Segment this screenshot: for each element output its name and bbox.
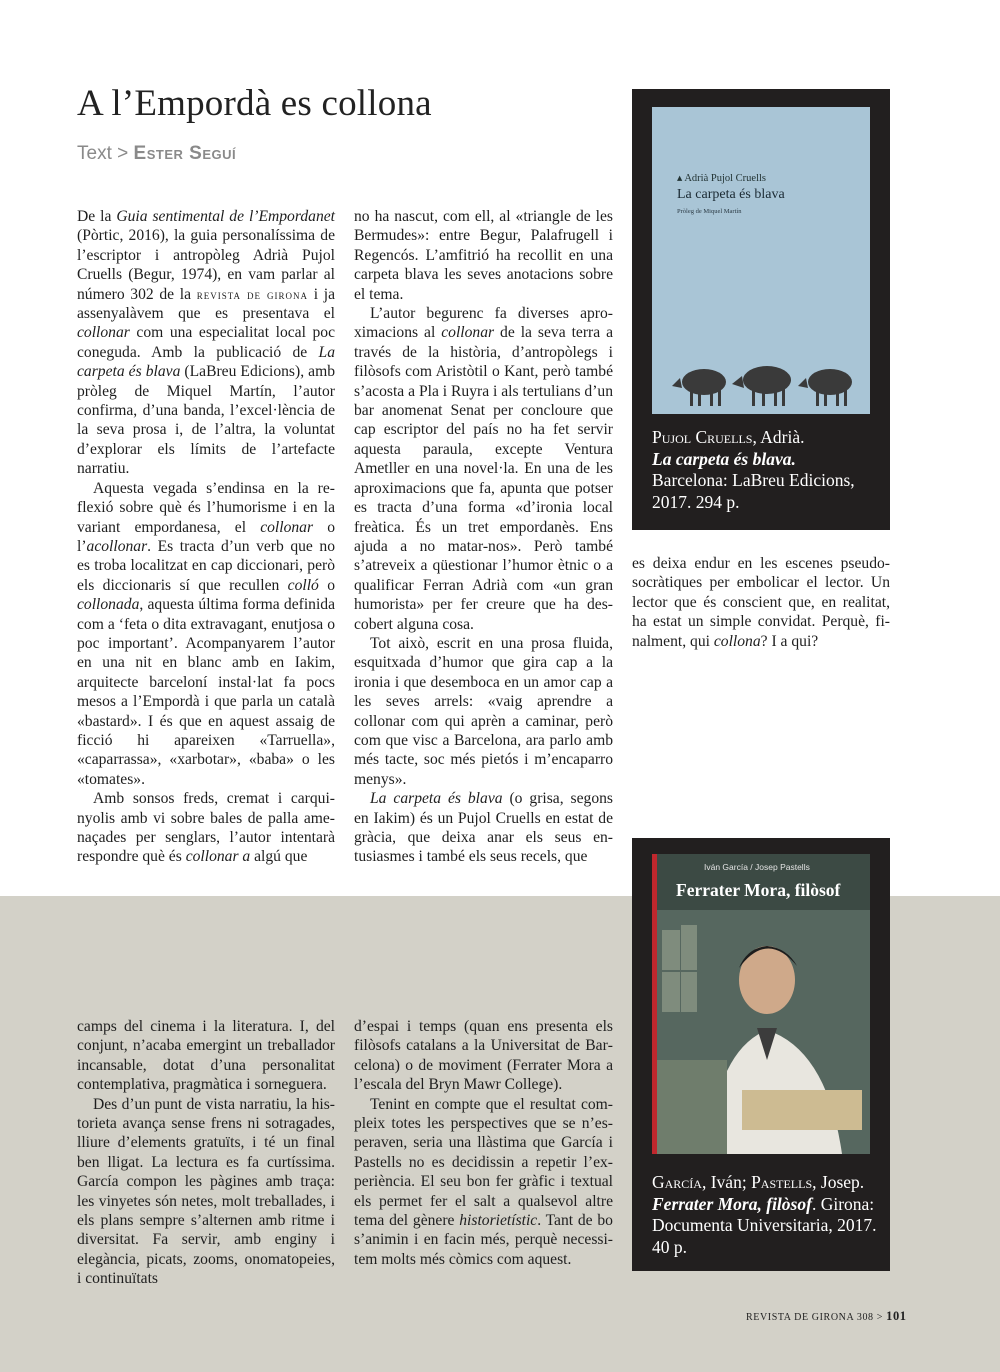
caption-author-2: Pastells: [751, 1172, 813, 1192]
text-run: i ja assenyalàvem que es presentava el: [77, 285, 336, 323]
text-run: Tot això, escrit en una prosa fluida, esquitxada d’humor que gira cap a la ironia i que desemboca en un amor cap a les seves arrels: «vaig aprendre a collonar com qui aprèn a caminar, però com que visc a Barcelona, ara parlo amb més tacte, soc més pietós i m’encaparro menys».: [354, 634, 613, 788]
byline-label: Text: [77, 143, 112, 164]
paragraph: [354, 304, 613, 634]
text-run: (LaBreu Edicions), amb pròleg de Miquel Martín, l’autor confirma, d’una banda, l’excel·lència de la seva prosa i, de l’altra, la voluntat d’explorar els límits de l’artefacte narratiu.: [77, 363, 335, 478]
caption-publisher: . Girona: Documenta Universitaria, 2017. 40 p.: [652, 1193, 877, 1257]
text-run: o: [318, 576, 335, 594]
text-run: Des d’un punt de vista narratiu, la historieta avança sense frens ni sotragades, lliure d’elements gratuïts, i té un final ben lligat. La lectura es fa curtíssima. García compon les pàgines amb traça: les vinyetes són netes, molt treballades, i els plans sempre s’alternen amb ritme i diversitat. Fa servir, amb enginy i elegància, picats, zooms, onomatopeies, i continuïtats: [77, 1095, 335, 1288]
cover-author: [677, 172, 766, 184]
text-run: es deixa endur en les escenes pseudosocràtiques per embolicar el lector. Un lector que és conscient que, en realitat, ha estat un simple convidat. Perquè, finalment, qui: [632, 555, 890, 650]
text-run: com una especialitat local poc coneguda. Amb la publicació de: [77, 324, 335, 361]
paragraph: [632, 554, 890, 651]
caption-author-2-given: , Josep.: [812, 1172, 865, 1192]
italic-run: collona: [713, 632, 761, 650]
text-run: algú que: [250, 848, 308, 866]
text-run: , aquesta última forma definida com a ‘feta o dita extravagant, enutjosa o poc important’. Acompanyarem l’autor en una nit en blanc amb en Iakim, arquitecte barceloní instal·lat fa pocs mesos a l’Empordà i que parla un català «bastard». I és que en aquest assaig de ficció hi apareixen «Tarruella», «caparrassa», «xarbotar», «baba» o les «tomates».: [77, 596, 335, 788]
paragraph: [354, 634, 613, 789]
italic-run: collonar: [77, 324, 130, 342]
text-run: d’espai i temps (quan ens presenta els filòsofs catalans a la Universitat de Barcelona) o de moviment (Ferrater Mora a l’escala del Bryn Mawr College).: [354, 1018, 613, 1094]
footer-issue: 308 >: [856, 1312, 883, 1323]
text-run: Tenint en compte que el resultat compleix totes les perspectives que se n’esperaven, seria una llàstima que García i Pastells no es decidissin a repetir l’experiència. El seu bon fer gràfic i textual els permet fer el salt a qualsevol altre tema del gènere: [354, 1095, 613, 1230]
text-run: no ha nascut, com ell, al «triangle de les Bermudes»: entre Begur, Palafrugell i Regencós. L’amfitrió ha recollit en una carpeta blava les seves anotacions sobre el tema.: [354, 208, 613, 303]
cover-author-name: Adrià Pujol Cruells: [684, 173, 766, 184]
byline-separator: >: [117, 143, 129, 164]
text-run: . Tant de bo s’animin i en facin més, perquè necessitem molts més còmics com aquest.: [354, 1212, 613, 1268]
book-box-carpeta: [632, 89, 890, 530]
italic-run: La carpeta és blava: [370, 790, 503, 808]
text-run: L’autor begurenc fa diverses aproximacions al: [354, 305, 613, 342]
italic-run: collonar a: [185, 848, 251, 866]
italic-run: Guia sentimental de l’Empordanet: [116, 208, 335, 225]
cover-authors: Iván García / Josep Pastells: [704, 862, 810, 872]
page-number: 101: [886, 1309, 907, 1323]
comic-illustration: [657, 910, 870, 1154]
article-title: A l’Empordà es collona: [77, 83, 432, 124]
book-box-ferrater: [632, 838, 890, 1271]
text-run: de la seva terra a través de la història, d’antropòlegs i filòsofs com Aristòtil o Kant, però també s’acosta a Pla i Ruyra i als tertulians d’un bar anomenat Senat per concloure que cap escriptor del país no ha fet servir aquesta paraula, excepte Ventura Ametller en una novel·la. En una de les aproximacions que fa, apunta que potser es tracta d’una forma «d’ironia local freàtica. És un tret empordanès. Ens ajuda a no matar-nos». Però també s’atreveix a qüestionar l’humor ètnic o a qualificar Ferran Adrià com «un gran humorista» per fer creure que ha descobert alguna cosa.: [354, 324, 613, 633]
caption-author: Pujol Cruells: [652, 427, 753, 447]
cover-prologue: Pròleg de Miquel Martín: [677, 208, 742, 215]
paragraph: [77, 1095, 335, 1289]
caption-author-1-given: , Iván;: [701, 1172, 752, 1192]
text-run: ? I a qui?: [760, 632, 819, 650]
page-footer: [746, 1309, 907, 1324]
paragraph: [77, 207, 335, 479]
byline-author: Ester Seguí: [133, 143, 237, 164]
paragraph: [354, 207, 613, 304]
caption-author-given: , Adrià.: [752, 427, 805, 447]
text-run: Amb sonsos freds, cremat i carquinyolis amb vi sobre bales de palla amenaçades per senglars, l’autor intentarà respondre què és: [77, 790, 335, 866]
book-cover-carpeta: [652, 107, 870, 414]
paragraph: [354, 1095, 613, 1270]
italic-run: colló: [287, 576, 319, 594]
text-run: . Es tracta d’un verb que no es troba localitzat en cap diccionari, però els diccionaris sí que recullen: [77, 537, 335, 594]
italic-run: collonar: [260, 518, 314, 536]
paragraph: [77, 479, 335, 790]
book-caption-carpeta: [652, 427, 882, 513]
text-column-1: [77, 207, 335, 867]
text-column-2: [354, 207, 613, 867]
footer-magazine: REVISTA DE GIRONA: [746, 1312, 854, 1323]
book-cover-ferrater: [652, 854, 870, 1154]
byline: [77, 143, 236, 165]
publisher-logo-icon: ▴: [677, 173, 683, 184]
italic-run: collonar: [441, 324, 495, 342]
text-run: (Pòrtic, 2016), la guia personalíssima de l’escriptor i antropòleg Adrià Pujol Cruells (Begur, 1974), en vam parlar al número 302 de la: [77, 227, 335, 303]
cover-title: Ferrater Mora, filòsof: [676, 880, 841, 900]
caption-title: Ferrater Mora, filòsof: [652, 1193, 812, 1214]
text-run: Aquesta vegada s’endinsa en la reflexió sobre què és l’humorisme i en la variant empordanesa, el: [77, 479, 335, 536]
text-column-4: [77, 1017, 335, 1289]
text-run: o l’: [77, 518, 336, 555]
text-run: De la: [77, 208, 117, 225]
cover-title: La carpeta és blava: [677, 187, 785, 202]
italic-run: collonada: [77, 596, 140, 614]
italic-run: historietístic: [459, 1212, 538, 1230]
text-column-3: [632, 554, 890, 651]
text-run: camps del cinema i la literatura. I, del conjunt, n’acaba emergint un treballador incansable, dotat d’una personalitat contemplativa, pragmàtica i sorneguera.: [77, 1018, 335, 1094]
text-run: (o grisa, segons en Iakim) és un Pujol Cruells en estat de gràcia, que deixa anar els seus entusiasmes i també els seus recels, que: [354, 790, 613, 866]
paragraph: [77, 789, 335, 867]
italic-run: La carpeta és blava: [77, 343, 335, 381]
italic-run: acollonar: [86, 537, 148, 555]
caption-title: La carpeta és blava.: [652, 448, 796, 469]
paragraph: [77, 1017, 335, 1095]
text-column-5: [354, 1017, 613, 1269]
paragraph: [354, 789, 613, 867]
book-caption-ferrater: [652, 1172, 882, 1258]
caption-publisher: Barcelona: LaBreu Edicions, 2017. 294 p.: [652, 470, 855, 512]
wild-boars-illustration: [672, 352, 862, 412]
small-caps-run: revista de girona: [196, 286, 309, 302]
caption-author-1: García: [652, 1172, 702, 1192]
paragraph: [354, 1017, 613, 1095]
